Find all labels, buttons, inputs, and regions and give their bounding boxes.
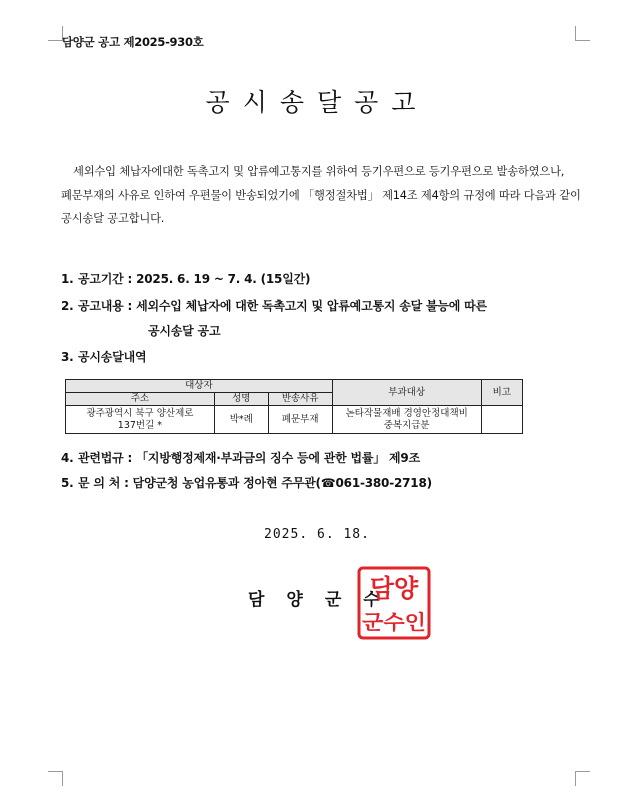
svg-text:담양: 담양 bbox=[369, 574, 419, 603]
item-notice-content-continued: 공시송달 공고 bbox=[148, 324, 221, 338]
body-paragraph bbox=[61, 160, 581, 231]
notice-number: 담양군 공고 제2025-930호 bbox=[62, 35, 204, 49]
body-paragraph-text: 세외수입 체납자에대한 독촉고지 및 압류예고통지를 위하여 등기우편으로 등기우편으로 발송하였으나, 폐문부재의 사유로 인하여 우편물이 반송되었기에 「행정절차법」 제14조 제4항의 규정에 따라 다음과 같이 공시송달 공고합니다. bbox=[61, 165, 581, 225]
document-title: 공시송달공고 bbox=[205, 88, 429, 117]
header-name: 성명 bbox=[214, 393, 268, 406]
cell-address: 광주광역시 북구 양산제로 137번길 * bbox=[66, 406, 215, 434]
item-contact: 5. 문 의 처 : 담양군청 농업유통과 정아현 주무관(☎061-380-2718) bbox=[61, 476, 432, 490]
header-address: 주소 bbox=[66, 393, 215, 406]
service-details-table bbox=[65, 379, 523, 434]
item-related-law: 4. 관련법규 : 「지방행정제재·부과금의 징수 등에 관한 법률」 제9조 bbox=[61, 451, 420, 465]
header-note: 비고 bbox=[481, 380, 522, 406]
crop-mark-top-left bbox=[48, 26, 63, 41]
crop-mark-bottom-left bbox=[48, 771, 63, 786]
official-seal bbox=[357, 566, 431, 640]
crop-mark-top-right bbox=[575, 26, 590, 41]
cell-note bbox=[481, 406, 522, 434]
item-notice-content: 2. 공고내용 : 세외수입 체납자에 대한 독촉고지 및 압류예고통지 송달 불능에 따른 bbox=[61, 299, 487, 313]
item-notice-period: 1. 공고기간 : 2025. 6. 19 ~ 7. 4. (15일간) bbox=[61, 272, 311, 286]
issuer-name: 담양군수 bbox=[248, 590, 402, 610]
svg-text:군수인: 군수인 bbox=[362, 610, 426, 634]
cell-levy: 논타작물재배 경영안정대책비 중복지급분 bbox=[332, 406, 481, 434]
cell-reason: 폐문부재 bbox=[268, 406, 332, 434]
issue-date: 2025. 6. 18. bbox=[264, 527, 370, 542]
cell-name: 박*례 bbox=[214, 406, 268, 434]
header-target: 대상자 bbox=[66, 380, 333, 393]
item-service-details: 3. 공시송달내역 bbox=[61, 350, 147, 364]
header-levy: 부과대상 bbox=[332, 380, 481, 406]
header-reason: 반송사유 bbox=[268, 393, 332, 406]
crop-mark-bottom-right bbox=[575, 771, 590, 786]
table-row bbox=[66, 406, 523, 434]
